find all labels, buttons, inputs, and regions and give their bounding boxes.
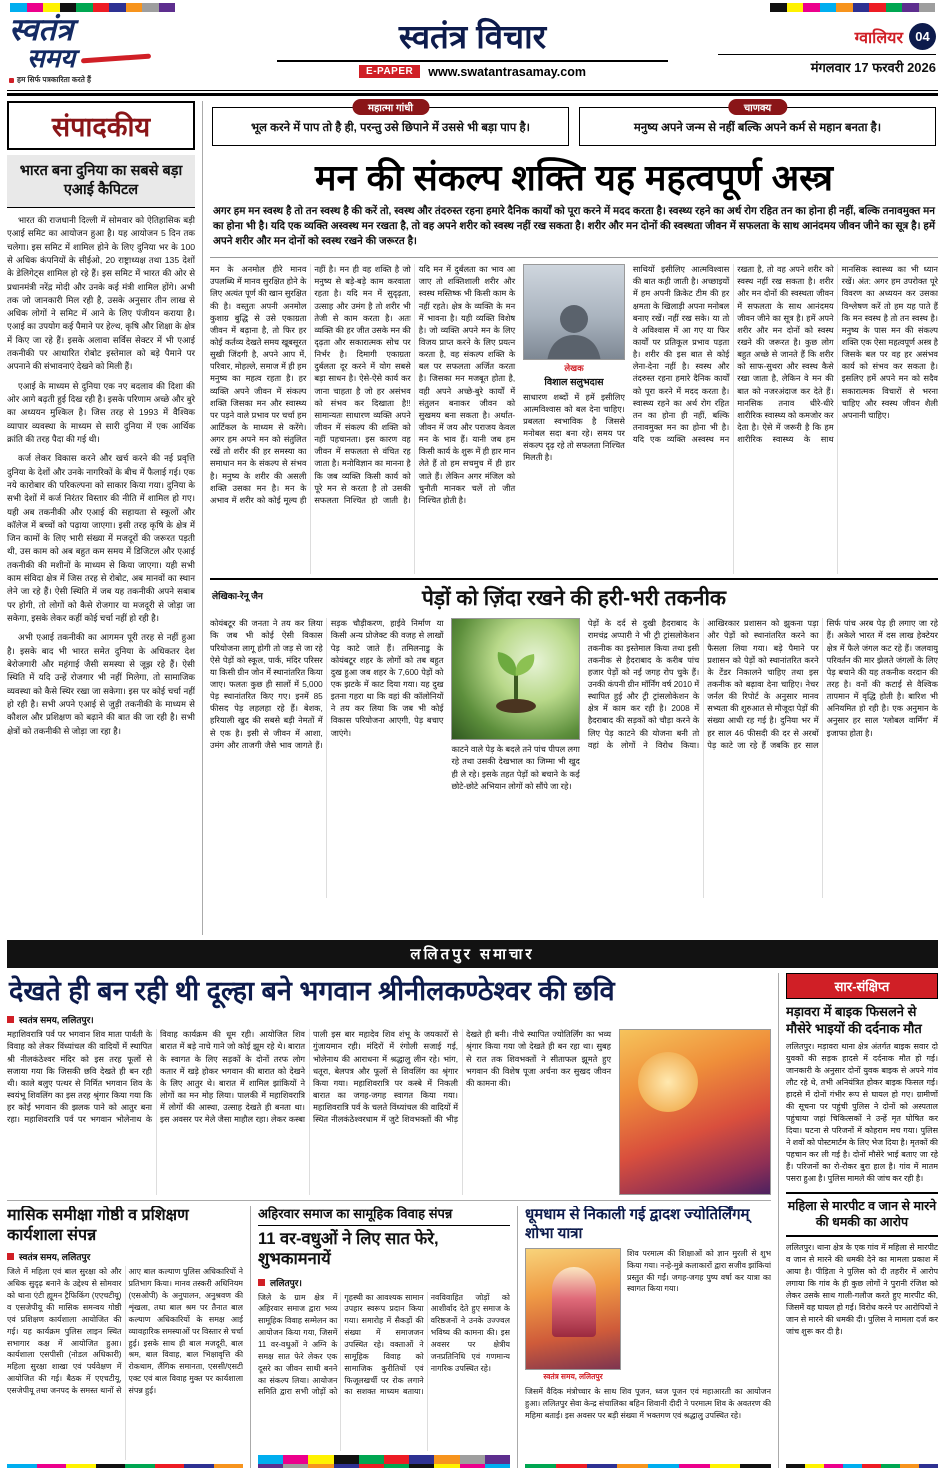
cmyk-colorbar-bottom-right	[525, 1464, 771, 1468]
masthead-tagline: हम सिर्फ पत्रकारिता करते हैं	[9, 75, 227, 85]
editorial-paragraph: अभी एआई तकनीकी का आगमन पूरी तरह से नहीं हुआ है। इसके बाद भी भारत समेत दुनिया के अधिकतर देश बेरोजगारी और महंगाई जैसी समस्या से जूझ रहे हैं। ऐसी स्थिति में यदि उन्हें रोजगार भी नहीं मिलेगा, तो सामाजिक व्यवस्था को कैसे स्थिर रखा जा सकेगा। इस पर कोई चर्चा नहीं हो रही है। सभी अपने एआई से जुड़ी तकनीकी के माध्यम से कौशल और प्रशिक्षण को बढ़ाने की बात की जा रही है। सभी क्षेत्रों को तकनीकी से जोड़ा जा रहा है।	[7, 632, 195, 736]
main-article	[210, 154, 938, 580]
edition-title: स्वतंत्र विचार	[398, 18, 547, 56]
quotes-row	[212, 103, 936, 146]
editorial-paragraph: एआई के माध्यम से दुनिया एक नए बदलाव की दिशा की ओर आगे बढ़ती हुई दिख रही है। इसके परिणाम अच्छे और बुरे का अध्ययन मुश्किल है। जिस तरह से 1993 में वैश्विक व्यापार व्यवस्था के माध्यम से सारी दुनिया में एक आर्थिक क्रांति की तरह पैदा की गई थी।	[7, 380, 195, 444]
sidebar-item1-body: ललितपुर। मड़ावरा थाना क्षेत्र अंतर्गत बाइक सवार दो युवकों की सड़क हादसे में दर्दनाक मौत हो गई। जानकारी के अनुसार दोनों युवक बाइक से अपने गांव लौट रहे थे, तभी अनियंत्रित होकर बाइक फिसल गई। हादसे में दोनों गंभीर रूप से घायल हो गए। ग्रामीणों की सूचना पर पहुंची पुलिस ने दोनों को अस्पताल पहुंचाया जहां चिकित्सकों ने उन्हें मृत घोषित कर दिया। घटना से परिजनों में कोहराम मच गया। पुलिस ने शवों को पोस्टमार्टम के लिए भेज दिया है। मृतकों की पहचान कर ली गई है। दोनों मौसेरे भाई बताए जा रहे हैं। परिजनों का रो-रोकर बुरा हाल है। गांव में मातम पसरा हुआ है। पुलिस मामले की जांच कर रही है।	[786, 1042, 938, 1184]
plant-in-hands-photo	[451, 618, 579, 740]
review-workshop-headline: मासिक समीक्षा गोष्ठी व प्रशिक्षण कार्यशाला संपन्न	[7, 1207, 189, 1245]
main-article-column-text: साधारण शब्दों में हमें इसीलिए आत्मविश्वास को बल देना चाहिए। प्रबलता स्वभाविक है जिससे मनोबल सदा बना रहे। समय पर संकल्प दृढ़ रहे तो सफलता निश्चित मिलती है।	[523, 392, 625, 463]
trees-headline: पेड़ों को ज़िंदा रखने की हरी-भरी तकनीक	[421, 587, 727, 611]
shiv-baraat-photo	[619, 1029, 771, 1195]
trees-column-center-text: काटने वाले पेड़ के बदले तने पांच पीपल लगा रहे तथा उसकी देखभाल का जिम्मा भी खुद ही ले रहे। इसके तहत पेड़ों को बचाने के कई छोटे-छोटे अभियान लोगों को सौंपे जा रहे।	[451, 745, 580, 791]
byline: स्वतंत्र समय, ललितपुर	[7, 1250, 243, 1263]
editorial-headline: भारत बना दुनिया का सबसे बड़ा एआई कैपिटल	[7, 155, 195, 208]
quote-box-gandhi	[212, 103, 569, 146]
editorial-body	[7, 214, 195, 738]
byline: ललितपुर।	[258, 1276, 510, 1289]
shobha-yatra-headline: धूमधाम से निकाली गई द्वादश ज्योतिर्लिंगम् शोभा यात्रा	[525, 1206, 750, 1243]
edition-name: ग्वालियर	[854, 29, 903, 47]
epaper-badge[interactable]: E-PAPER	[359, 65, 420, 78]
mass-wedding-headline: 11 वर-वधुओं ने लिए सात फेरे, शुभकामनायें	[258, 1229, 439, 1268]
main-article-headline: मन की संकल्प शक्ति यह महत्वपूर्ण अस्त्र	[314, 156, 834, 198]
editorial-section-label: संपादकीय	[51, 112, 151, 143]
cmyk-colorbar-top-right	[770, 3, 935, 12]
masthead-line1: स्वतंत्र	[9, 12, 74, 47]
review-workshop-article	[7, 1206, 251, 1468]
review-workshop-body: जिले में महिला एवं बाल सुरक्षा को और अधिक सुदृढ़ बनाने के उद्देश्य से सोमवार को थाना एंटी ह्यूमन ट्रैफिकिंग (एएचटीयू) व एसजेपीयू की मासिक समन्वय गोष्ठी एवं प्रशिक्षण कार्यशाला आयोजित की गई। यह कार्यक्रम पुलिस लाइन स्थित सभागार कक्ष में आयोजित हुआ। कार्यशाला एसपीसी (नोडल अधिकारी) महिला सुरक्षा शाखा एवं पर्यवेक्षण में आयोजित की गई। बैठक में एएचटीयू, एसजेपीयू तथा जनपद के समस्त थानों से आए बाल कल्याण पुलिस अधिकारियों ने प्रतिभाग किया। मानव तस्करी अधिनियम (एसओपी) के अनुपालन, अनुश्रवण की शृंखला, तथा बाल श्रम पर तैनात बाल कल्याण अधिकारियों के समक्ष आई व्यावहारिक समस्याओं पर विस्तार से चर्चा हुई। इसके साथ ही बाल मजदूरी, बाल श्रम, बाल विवाह, बाल भिक्षावृत्ति की रोकथाम, लैंगिक समानता, एससी/एसटी एक्ट एवं बाल विवाह मुक्त पर कार्यशाला संपन्न हुई।	[7, 1267, 243, 1395]
cmyk-colorbar-sidebar	[786, 1464, 938, 1468]
sapling-icon	[486, 644, 546, 714]
shobha-yatra-article	[525, 1206, 771, 1468]
author-column	[523, 264, 625, 574]
mass-wedding-kicker: अहिरवार समाज का सामूहिक विवाह संपन्न	[258, 1206, 510, 1226]
editorial-paragraph: कर्ज लेकर विकास करने और खर्च करने की नई प्रवृत्ति दुनिया के देशों और उनके नागरिकों के बीच में फैलाई गई। एक नये कारोबार की परिकल्पना को साकार किया गया। दुनिया के सभी देशों में कर्ज निरंतर विस्तार की नीति में शामिल हो गए। यही अब तकनीकी और एआई की सहायता से स्कूलों और कॉलेज में बच्चों को पढ़ाया जाएगा। इसी तरह कृषि के क्षेत्र में जिन कामों के लिए भारी संख्या में मजदूरों की जरूरत पड़ती थी, उस काम को अब बहुत कम समय में डिजिटल और एआई तकनीकी की मशीनों के माध्यम से किया जाएगा। यही सभी काम संविदा क्षेत्र में जिस तरह से रोबोट, अब मानवों का स्थान लेने जा रहे हैं। ऐसी स्थिति में जब यह तकनीकी अपने सबाब पर होगी, तो लोगों को कैसे रोजगार या मजदूरी से जोड़ा जा सकेगा, इसके लेकर कहीं कोई चर्चा नहीं हो रही है।	[7, 453, 195, 624]
byline-bullet-icon	[7, 1253, 14, 1260]
main-article-deck: अगर हम मन स्वस्थ है तो तन स्वस्थ है की करें तो, स्वस्थ और तंदरुस्त रहना हमारे दैनिक कार्यों को पूरा करने में मदद करता है। स्वस्थ्य रहने का अर्थ रोग रहित तन का होना ही नहीं, बल्कि तनावमुक्त मन का होना भी है। यदि एक व्यक्ति अस्वस्थ मन रखता है, तो वह अपने शरीर को स्वस्थ नहीं रख सकता है। शरीर और मन दोनों की स्वस्थता जीवन में सफलता के साथ आनंदमय जीवन जीने का सूत्र है। हमें अपने शरीर और मन दोनों को स्वस्थ रखने की जरूरत है।	[210, 203, 938, 258]
quote-text: भूल करने में पाप तो है ही, परन्तु उसे छिपाने में उससे भी बड़ा पाप है।	[251, 122, 530, 135]
main-article-columns-right: साथियों इसीलिए आत्मविश्वास की बात कही जाती है। अच्छाइयों में हम अपनी क्रिकेट टीम की हर क्षमता के खिलाड़ी अपना मनोबल बनाए रखें। नहीं रख सके। या तो वे अविश्वास में आ गए या फिर कार्यों पर प्रतिकूल प्रभाव पड़ता है। शरीर की इस बात से कोई लेना-देना नहीं है। स्वस्थ और तंदरुस्त रहना हमारे दैनिक कार्यों को पूरा करने में मदद करता है। स्वास्थ्य रहने का अर्थ रोग रहित तन का होना ही नहीं, बल्कि तनावमुक्त मन का होना भी है। यदि एक व्यक्ति अस्वस्थ मन रखता है, तो वह अपने शरीर को स्वस्थ नहीं रख सकता है। शरीर और मन दोनों की स्वस्थता जीवन में सफलता के साथ आनंदमय जीवन जीने का सूत्र है। हमें अपने शरीर और मन दोनों को स्वस्थ रखने की जरूरत है। कुछ लोग बहुत अच्छे से जानते हैं कि शरीर को साफ-सुथरा और स्वस्थ कैसे रखा जाता है, लेकिन वे मन की बात को नजरअंदाज कर देते हैं। मानसिक तनाव धीरे-धीरे शारीरिक स्वास्थ्य को कमजोर कर देता है। ऐसे में जरूरी है कि हम शारीरिक स्वास्थ्य के साथ मानसिक स्वास्थ्य का भी ध्यान रखें। अंत: अगर हम उपरोक्त पूरे विवरण का अध्ययन कर उसका विश्लेषण करें तो हम यह पाते हैं कि मन स्वस्थ है तो तन स्वस्थ है। मनुष्य के पास मन की संकल्प शक्ति एक ऐसा महत्वपूर्ण अस्त्र है जिसके बल पर वह हर असंभव कार्य को संभव कर सकता है। इसलिए हमें अपने मन को सदैव सकारात्मक विचारों से भरना चाहिए और स्वस्थ जीवन शैली अपनानी चाहिए।	[632, 265, 938, 445]
shobha-yatra-body-top: शिव परमात्म की शिक्षाओं को ज्ञान मुरली से शुभ किया गया। नन्हे-मुन्ने कलाकारों द्वारा सजीव झांकियां प्रस्तुत की गईं। जगह-जगह पुष्प वर्षा कर यात्रा का स्वागत किया गया।	[627, 1248, 771, 1294]
byline: स्वतंत्र समय, ललितपुर।	[7, 1013, 771, 1026]
masthead-swoosh	[81, 54, 151, 64]
issue-date: मंगलवार 17 फरवरी 2026	[718, 54, 936, 76]
shobha-yatra-body-bottom: जिसमें वैदिक मंत्रोच्चार के साथ शिव पूजन, ध्वज पूजन एवं महाआरती का आयोजन हुआ। ललितपुर सेवा केन्द्र संचालिका बहिन शिवानी दीदी ने परमात्म शिव के अवतरण की महिमा बताई। इस अवसर पर बड़ी संख्या में भक्तगण एवं श्रद्धालु उपस्थित रहे।	[525, 1386, 771, 1420]
website-link[interactable]: www.swatantrasamay.com	[428, 64, 586, 79]
cmyk-colorbar-top-left	[10, 3, 175, 12]
person-silhouette-icon	[539, 299, 609, 360]
byline-bullet-icon	[258, 1279, 265, 1286]
mass-wedding-article	[258, 1206, 518, 1468]
author-label: लेखक	[564, 363, 584, 374]
quote-text: मनुष्य अपने जन्म से नहीं बल्कि अपने कर्म से महान बनता है।	[633, 122, 882, 135]
lalitpur-body-columns: महाशिवरात्रि पर्व पर भगवान शिव माता पार्वती के विवाह को लेकर विंध्यांचल की वादियों में स्थापित श्री नीलकंठेश्वर मंदिर को इस तरह फूलों से सजाया गया कि जिसकी छवि देखते ही बन रही थी। काले बलुए पत्थर से निर्मित भगवान शिव के स्वयंभू शिवलिंग का इस तरह श्रृंगार किया गया कि हर कोई भगवान की झलक पाने को आतुर बना रहा। महाशिवरात्रि पर्व पर भगवान भोलेनाथ के विवाह कार्यक्रम की धूम रही। आयोजित शिव बारात में बड़े नाचे गाने जो कोई झूम रहे थे। बारात के स्वागत के लिए सड़कों के दोनों तरफ लोग कतार में खड़े होकर भगवान की बारात को देखने के लिए आतुर थे। बारात में शामिल झांकियों ने लोगों का मन मोह लिया। पालकी में महाशिवरात्रि में लोगों की आस्था, उत्साह देखते ही बनता था। इस अवसर पर मेले जैसा माहौल रहा। लेकर कस्बा पाली इस बार महादेव शिव शंभू के जयकारों से गुंजायमान रही। मंदिरों में रंगोली सजाई गई, भोलेनाथ की आराधना में श्रद्धालु लीन रहे। भांग, धतूरा, बेलपत्र और फूलों से शिवलिंग का श्रृंगार किया गया। महाशिवरात्रि पर कस्बे में निकली बारात का जगह-जगह स्वागत किया गया। महाशिवरात्रि पर्व के चलते विंध्यांचल की वादियों में स्थित नीलकंठेश्वरधाम में जुटे शिवभक्तों की भीड़ देखते ही बनी। नीचे स्थापित ज्योतिर्लिंग का भव्य श्रृंगार किया गया जो देखते ही बन रहा था। सुबह से रात तक शिवभक्तों ने सीताफल झूमते हुए भगवान की विशेष पूजा अर्चना कर सुखद जीवन की कामना की।	[7, 1030, 611, 1125]
sidebar-banner: सार-संक्षिप्त	[786, 973, 938, 999]
trees-columns-right: पेड़ों के दर्द से दुखी हैदराबाद के रामचंद्र अप्पारी ने भी ट्री ट्रांसलोकेशन तकनीक का इस्तेमाल किया तथा इसी तकनीक से हैदराबाद के करीब पांच हजार पेड़ों को नई जगह रोप चुके हैं। उनकी कंपनी ग्रीन मॉर्निंग वर्ष 2010 में स्थापित हुई और ट्री ट्रांसलोकेशन के क्षेत्र में काम कर रही है। 2008 में हैदराबाद की सड़कों को चौड़ा करने के लिए पेड़ काटने की योजना बनी तो वहां के लोगों ने विरोध किया। आखिरकार प्रशासन को झुकना पड़ा और पेड़ों को स्थानांतरित करने का फैसला लिया गया। बड़े पैमाने पर प्रशासन को पेड़ों को स्थानांतरित करने के टेंडर निकालने चाहिए तथा इस तकनीक को बढ़ावा देना चाहिए। नेचर जर्नल की रिपोर्ट के अनुसार मानव सभ्यता की शुरुआत से मौजूदा पेड़ों की संख्या आधी रह गई है। दुनिया भर में हर साल 46 फीसदी की दर से अरबों पेड़ काटे जा रहे हैं जबकि हर साल सिर्फ पांच अरब पेड़ ही लगाए जा रहे हैं। अकेले भारत में दस लाख हेक्टेयर क्षेत्र में फैले जंगल कट रहे हैं। जलवायु परिवर्तन की मार झेलते जंगलों के लिए पेड़ बचाने की यह तकनीक वरदान की तरह है। वनों की कटाई से वैश्विक तापमान में वृद्धि होती है। बारिश भी अनियमित हो रही है। एक अनुमान के अनुसार हर साल 'ग्लोबल वार्मिंग' में इजाफा होता है।	[587, 619, 938, 750]
procession-photo	[525, 1248, 621, 1370]
page-header	[7, 0, 938, 91]
editorial-paragraph: भारत की राजधानी दिल्ली में सोमवार को ऐतिहासिक बड़ी एआई समिट का आयोजन हुआ है। यह आयोजन 5 दिन तक चलेगा। इस समिट में शामिल होने के लिए दुनिया भर के 100 से अधिक कंपनियों के सीईओ, 20 राष्ट्राध्यक्ष तथा 135 देशों के डेलिगेट्स शामिल हो रहे हैं। इस समिट में भारत की ओर से प्रधानमंत्री नरेंद्र मोदी और उनके कई मंत्री शामिल होंगे। अभी तक जो जानकारी मिल रही है, उसके अनुसार तीन लाख से अधिक लोगों ने समिट में आने के लिए पंजीयन कराया है। एआई का उपयोग कई पैमाने पर हेल्थ, कृषि और शिक्षा के क्षेत्र में किए जा रहे हैं। इसके अलावा सर्विस सेक्टर में भी एआई तकनीकी पर आधारित रोबोट इस्तेमाल को बड़े पैमाने पर अपनाने की संभावनाएं देखने को मिली हैं।	[7, 214, 195, 372]
trees-article	[210, 585, 938, 898]
sidebar-item1-headline: मड़ावरा में बाइक फिसलने से मौसेरे भाइयों की दर्दनाक मौत	[786, 1004, 922, 1037]
quote-box-chanakya	[579, 103, 936, 146]
sidebar-item2-body: ललितपुर। थाना क्षेत्र के एक गांव में महिला से मारपीट व जान से मारने की धमकी देने का मामला प्रकाश में आया है। पीड़िता ने पुलिस को दी तहरीर में आरोप लगाया कि गांव के ही कुछ लोगों ने पुरानी रंजिश को लेकर उसके साथ गाली-गलौज करते हुए मारपीट की, जिसमें वह घायल हो गई। विरोध करने पर आरोपियों ने जान से मारने की धमकी दी। पुलिस ने मामला दर्ज कर जांच शुरू कर दी है।	[786, 1242, 938, 1336]
mass-wedding-body: जिले के ग्राम क्षेत्र में अहिरवार समाज द्वारा भव्य सामूहिक विवाह सम्मेलन का आयोजन किया गया, जिसमें 11 वर-वधुओं ने अग्नि के समक्ष सात फेरे लेकर एक दूसरे का जीवन साथी बनने का संकल्प लिया। आयोजन समिति द्वारा सभी जोड़ों को गृहस्थी का आवश्यक सामान उपहार स्वरूप प्रदान किया गया। समारोह में सैकड़ों की संख्या में समाजजन उपस्थित रहे। वक्ताओं ने सामूहिक विवाह को सामाजिक कुरीतियों एवं फिजूलखर्ची पर रोक लगाने का सशक्त माध्यम बताया। नवविवाहित जोड़ों को आशीर्वाद देते हुए समाज के वरिष्ठजनों ने उनके उज्ज्वल भविष्य की कामना की। इस अवसर पर क्षेत्रीय जनप्रतिनिधि एवं गणमान्य नागरिक उपस्थित रहे।	[258, 1292, 510, 1397]
lalitpur-section-banner: ललितपुर समाचार	[7, 940, 938, 968]
quote-author-label: चाणक्य	[728, 99, 787, 115]
lalitpur-headline: देखते ही बन रही थी दूल्हा बने भगवान श्रीनीलकण्ठेश्वर की छवि	[9, 976, 615, 1007]
quote-author-label: महात्मा गांधी	[352, 99, 429, 115]
editorial-column	[7, 101, 203, 935]
page-number-badge: 04	[909, 23, 936, 50]
procession-photo-caption: स्वतंत्र समय, ललितपुर	[543, 1371, 603, 1381]
news-brief-sidebar	[786, 973, 938, 1468]
sidebar-item2-headline: महिला से मारपीट व जान से मारने की धमकी का आरोप	[786, 1192, 938, 1237]
masthead-line2: समय	[27, 43, 76, 73]
author-photo	[523, 264, 625, 360]
tagline-dot-icon	[9, 78, 14, 83]
cmyk-colorbar-bottom-left	[7, 1464, 243, 1468]
main-article-columns-left: मन के अनमोल हीरे मानव उपलब्धि में मानव सुरक्षित होने के लिए अत्यंत पूर्ण की खान सुरक्षित की है। वस्तुतः अपनी अनमोल कुशाग्र बुद्धि से उसे एकाग्रता जीवन में बढ़ाना है, तो फिर हर कोई कर्तव्य देखते समय खूबसूरत सुखी जिंदगी है, अपने आप में, परिवार, मोहल्ले, समाज में ही हम मनुष्य का महत्व रहता है। हर व्यक्ति अपने जीवन में संकल्प शक्ति जिसका मन और स्वास्थ्य पर पड़ने वाले प्रभाव पर चर्चा हम आर्टिकल के माध्यम से करेंगे। अगर हम अपने मन को संतुलित रखें तो शरीर की हर समस्या का समाधान मन के संकल्प से संभव है। मनुष्य के शरीर की असली शक्ति उसका मन है। मन के अभाव में शरीर को कोई मूल्य ही नहीं है। मन ही वह शक्ति है जो मनुष्य से बड़े-बड़े काम करवाता रहता है। यदि मन में सुदृढ़ता, उत्साह और उमंग है तो शरीर भी तेजी से काम करता है। अतः व्यक्ति की हर जीत उसके मन की दृढ़ता और सकारात्मक सोच पर निर्भर है। दिमागी एकाग्रता दुर्बलता दूर करने में योग सबसे बड़ा साधन है। ऐसे-ऐसे कार्य कर जाना चाहता है जो हर असंभव को संभव कर दिखाता है!! सामान्यतः साधारण व्यक्ति अपने जीवन में संकल्प की शक्ति को नहीं पहचानता। इस कारण वह जीवन में सफलता से वंचित रह जाता है। मनोविज्ञान का मानना है कि जब व्यक्ति किसी कार्य को पूरे मन से करता है तो उसकी सफलता निश्चित हो जाती है। यदि मन में दुर्बलता का भाव आ जाए तो शक्तिशाली शरीर और स्वस्थ मस्तिष्क भी किसी काम के नहीं रहते। क्षेत्र के व्यक्ति के मन में भावना है। यही व्यक्ति विशेष है। जो व्यक्ति अपने मन के लिए विजय प्राप्त करने के लिए प्रयत्न करता है, वह संकल्प शक्ति के बल पर सफलता अर्जित करता है। जिसका मन मजबूत होता है, वही अपने अच्छे-बुरे कार्यों में संतुलन बनाकर जीवन को सुखमय बना सकता है। अर्थात- जीवन में जय और पराजय केवल मन के भाव हैं। यानी जब हम किसी कार्य के शुरू में ही हार मान लेते हैं तो हम सचमुच में ही हार जाते हैं। लेकिन अगर मंजिल को चुनौती मानकर चलें तो जीत निश्चित होती है।	[210, 265, 516, 505]
editorial-section-box	[7, 101, 195, 150]
trees-columns-left: कोयंबटूर की जनता ने तय कर लिया कि जब भी कोई ऐसी विकास परियोजना लागू होगी तो जड़ से जा रहे ऐसे पेड़ों को स्कूल, पार्क, मंदिर परिसर या किसी ग्रीन जोन में स्थानांतरित किया जाए। फलतः कुछ ही सालों में 5,000 पेड़ स्थानांतरित किए गए। इनमें 85 फीसद पेड़ लहलहा रहे हैं। बेशक, हरियाली खुद की सबसे बड़ी नेमतों में से एक है। इसी से जीवन में आशा, उमंग और ताजगी जैसे भाव जागते हैं। सड़क चौड़ीकरण, हाईवे निर्माण या किसी अन्य प्रोजेक्ट की वजह से लाखों पेड़ काटे जाते हैं। तमिलनाडु के कोयंबटूर शहर के लोगों को तब बहुत दुख हुआ जब शहर के 7,600 पेड़ों को एक झटके में काट दिया गया। यह दुख इतना गहरा था कि वहां की कॉलोनियों ने तय कर लिया कि जब भी कोई विकास परियोजना आएगी, पेड़ बचाए जाएंगे।	[210, 619, 444, 750]
cmyk-colorbar-bottom-center	[258, 1455, 510, 1468]
byline-bullet-icon	[7, 1016, 14, 1023]
lalitpur-main-article	[7, 973, 771, 1201]
author-name: विशाल सलुभदास	[544, 377, 604, 389]
trees-author-byline: लेखिका-रेनू जैन	[212, 591, 263, 602]
newspaper-logo	[9, 14, 227, 85]
